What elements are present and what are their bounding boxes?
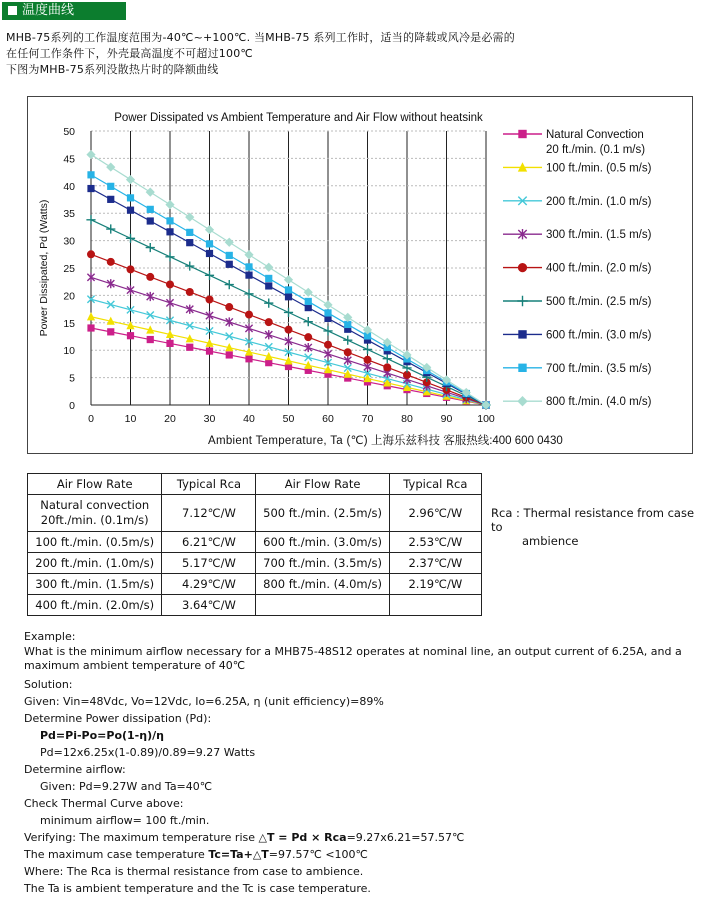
data-point <box>127 194 134 201</box>
table-cell: 200 ft./min. (1.0m/s) <box>28 553 162 574</box>
data-point <box>147 336 154 343</box>
case-temp-text: The maximum case temperature <box>24 848 209 861</box>
table-cell: 5.17℃/W <box>162 553 256 574</box>
table-row <box>28 595 482 616</box>
table-cell: 2.96℃/W <box>389 495 481 532</box>
data-point <box>324 341 332 349</box>
data-point <box>186 288 194 296</box>
data-point <box>127 285 134 294</box>
data-point <box>206 240 213 247</box>
data-point <box>284 308 293 317</box>
table-cell: 7.12℃/W <box>162 495 256 532</box>
verify-text: Verifying: The maximum temperature rise <box>24 831 259 844</box>
data-point <box>127 207 134 214</box>
min-airflow-line: minimum airflow= 100 ft./min. <box>40 814 210 827</box>
data-point <box>518 330 526 338</box>
data-point <box>147 292 154 301</box>
data-point <box>165 200 174 209</box>
legend-label: 700 ft./min. (3.5 m/s) <box>546 362 652 375</box>
x-tick-label: 50 <box>282 413 295 425</box>
data-point <box>226 261 233 268</box>
x-tick-label: 60 <box>322 413 334 425</box>
data-point <box>185 261 194 270</box>
data-point <box>166 228 173 235</box>
derating-chart <box>27 96 693 454</box>
data-point <box>186 239 193 246</box>
data-point <box>127 332 134 339</box>
data-point <box>265 359 272 366</box>
y-tick-label: 45 <box>63 153 75 166</box>
data-point <box>343 313 352 322</box>
data-point <box>127 265 135 273</box>
table-row <box>28 574 482 595</box>
verify-result: =9.27x6.21=57.57℃ <box>346 831 465 844</box>
rca-note <box>491 506 701 548</box>
table-cell: 2.53℃/W <box>389 532 481 553</box>
data-point <box>147 206 154 213</box>
legend-label: 200 ft./min. (1.0 m/s) <box>546 195 652 208</box>
determine-power-line: Determine Power dissipation (Pd): <box>24 712 212 725</box>
data-point <box>166 217 173 224</box>
data-point <box>518 263 527 272</box>
data-point <box>186 229 193 236</box>
formula-text: Pd=Pi-Po=Po(1-η)/η <box>40 729 164 742</box>
data-point <box>146 243 155 252</box>
data-point <box>323 326 332 335</box>
square-bullet-icon <box>8 6 17 15</box>
data-point <box>87 250 95 258</box>
data-point <box>186 322 193 329</box>
table-cell: 3.64℃/W <box>162 595 256 616</box>
data-point <box>245 311 253 319</box>
x-tick-label: 40 <box>243 413 255 425</box>
intro-line: MHB-75系列的工作温度范围为-40℃~+100℃. 当MHB-75 系列工作时，适当的降载或风冷是必需的 <box>6 31 515 44</box>
data-point <box>107 183 114 190</box>
data-point <box>87 185 94 192</box>
table-cell: 6.21℃/W <box>162 532 256 553</box>
data-point <box>265 330 272 339</box>
data-point <box>166 340 173 347</box>
data-point <box>226 317 233 326</box>
case-temp-line <box>24 846 699 863</box>
data-point <box>363 345 372 354</box>
data-point <box>87 324 94 331</box>
chart-title: Power Dissipated vs Ambient Temperature and Air Flow without heatsink <box>114 112 483 124</box>
legend-label: 600 ft./min. (3.0 m/s) <box>546 329 652 342</box>
table-header-row <box>28 474 482 495</box>
data-point <box>518 130 526 138</box>
data-point <box>205 271 214 280</box>
data-point <box>245 272 252 279</box>
x-tick-label: 100 <box>477 413 495 425</box>
data-point <box>305 354 312 361</box>
data-point <box>244 250 253 259</box>
legend-label: 100 ft./min. (0.5 m/s) <box>546 162 652 175</box>
data-point <box>305 304 312 311</box>
data-point <box>304 333 312 341</box>
case-temp-result: =97.57℃ <100℃ <box>268 848 368 861</box>
case-temp-formula: Tc=Ta+△T <box>208 848 269 861</box>
data-point <box>206 348 213 355</box>
table-cell <box>28 495 162 532</box>
intro-line: 下图为MHB-75系列没散热片时的降额曲线 <box>6 63 219 76</box>
rca-note-line: Rca : Thermal resistance from case to <box>491 506 695 534</box>
data-point <box>343 336 352 345</box>
data-point <box>166 280 174 288</box>
table-cell: 800 ft./min. (4.0m/s) <box>256 574 389 595</box>
x-tick-label: 90 <box>440 413 453 425</box>
data-point <box>166 298 173 307</box>
ta-tc-line: The Ta is ambient temperature and the Tc is case temperature. <box>24 882 371 895</box>
table-header: Air Flow Rate <box>256 474 389 495</box>
table-cell: 300 ft./min. (1.5m/s) <box>28 574 162 595</box>
data-point <box>324 309 331 316</box>
table-cell: 2.37℃/W <box>389 553 481 574</box>
data-point <box>344 348 352 356</box>
example-heading: Example: <box>24 630 76 643</box>
formula-line <box>24 727 699 744</box>
data-point <box>264 299 273 308</box>
x-tick-label: 80 <box>401 413 413 425</box>
data-point <box>364 356 372 364</box>
data-point <box>86 150 95 159</box>
chart-watermark: 上海乐兹科技 客服热线:400 600 0430 <box>371 435 563 447</box>
y-tick-label: 15 <box>63 317 75 330</box>
data-point <box>323 300 332 309</box>
data-point <box>107 258 115 266</box>
calc-line: Pd=12x6.25x(1-0.89)/0.89=9.27 Watts <box>40 746 256 759</box>
where-line: Where: The Rca is thermal resistance from case to ambience. <box>24 865 364 878</box>
data-point <box>165 252 174 261</box>
table-cell <box>389 595 481 616</box>
data-point <box>285 326 293 334</box>
data-point <box>265 282 272 289</box>
data-point <box>226 351 233 358</box>
data-point <box>284 275 293 284</box>
verify-formula: △T = Pd × Rca <box>258 831 347 844</box>
table-row <box>28 532 482 553</box>
data-point <box>245 324 252 333</box>
data-point <box>126 175 135 184</box>
data-point <box>517 296 527 306</box>
table-header: Air Flow Rate <box>28 474 162 495</box>
y-tick-label: 40 <box>63 180 75 193</box>
data-point <box>265 343 272 350</box>
data-point <box>226 333 233 340</box>
data-point <box>87 171 94 178</box>
data-point <box>86 215 95 224</box>
data-point <box>206 250 213 257</box>
verify-line <box>24 829 699 846</box>
x-tick-label: 0 <box>88 413 94 425</box>
data-point <box>186 344 193 351</box>
data-point <box>87 273 94 282</box>
table-cell <box>256 595 389 616</box>
data-point <box>107 301 114 308</box>
data-point <box>206 296 214 304</box>
given-airflow-line: Given: Pd=9.27W and Ta=40℃ <box>40 780 213 793</box>
determine-airflow-line: Determine airflow: <box>24 763 126 776</box>
data-point <box>245 355 252 362</box>
data-point <box>107 196 114 203</box>
data-point <box>226 252 233 259</box>
data-point <box>518 364 526 372</box>
data-point <box>186 305 193 314</box>
section-title: 温度曲线 <box>22 3 75 18</box>
data-point <box>264 263 273 272</box>
section-header <box>2 2 126 20</box>
data-point <box>106 224 115 233</box>
legend-label: 20 ft./min. (0.1 m/s) <box>546 144 646 156</box>
x-tick-label: 30 <box>203 413 216 425</box>
x-tick-label: 10 <box>124 413 137 425</box>
table-cell: 4.29℃/W <box>162 574 256 595</box>
y-axis-label: Power Dissipated, Pd (Watts) <box>38 199 50 337</box>
table-cell: 500 ft./min. (2.5m/s) <box>256 495 389 532</box>
data-point <box>265 275 272 282</box>
data-point <box>305 343 312 352</box>
data-point <box>185 213 194 222</box>
legend-label: 400 ft./min. (2.0 m/s) <box>546 262 652 275</box>
data-point <box>324 349 331 358</box>
data-point <box>285 286 292 293</box>
data-point <box>344 356 351 365</box>
data-point <box>107 279 114 288</box>
table-header: Typical Rca <box>389 474 481 495</box>
intro-line: 在任何工作条件下，外壳最高温度不可超过100℃ <box>6 47 253 60</box>
legend-label: Natural Convection <box>546 129 644 141</box>
data-point <box>146 273 154 281</box>
y-tick-label: 20 <box>63 290 75 303</box>
table-header: Typical Rca <box>162 474 256 495</box>
table-cell: 600 ft./min. (3.0m/s) <box>256 532 389 553</box>
x-axis-label: Ambient Temperature, Ta (℃) <box>208 435 368 447</box>
data-point <box>304 317 313 326</box>
x-tick-label: 20 <box>164 413 176 425</box>
given-line: Given: Vin=48Vdc, Vo=12Vdc, Io=6.25A, η (unit efficiency)=89% <box>24 695 384 708</box>
legend-label: 800 ft./min. (4.0 m/s) <box>546 396 652 409</box>
table-cell-line: Natural convection <box>40 498 150 512</box>
data-point <box>265 318 273 326</box>
data-point <box>147 217 154 224</box>
check-curve-line: Check Thermal Curve above: <box>24 797 184 810</box>
table-cell: 2.19℃/W <box>389 574 481 595</box>
data-point <box>517 396 527 406</box>
data-point <box>126 234 135 243</box>
y-tick-label: 10 <box>63 345 75 358</box>
chart-canvas <box>28 97 692 453</box>
data-point <box>245 263 252 270</box>
y-tick-label: 30 <box>63 235 75 248</box>
data-point <box>225 303 233 311</box>
data-point <box>146 188 155 197</box>
table-cell: 100 ft./min. (0.5m/s) <box>28 532 162 553</box>
example-section <box>24 628 699 897</box>
rca-note-line: ambience <box>522 534 579 548</box>
y-tick-label: 5 <box>69 372 75 385</box>
table-row <box>28 495 482 532</box>
table-cell: 400 ft./min. (2.0m/s) <box>28 595 162 616</box>
example-question: What is the minimum airflow necessary for a MHB75-48S12 operates at nominal line, an output current of 6.25A, and a maximum ambient temperature of 40℃ <box>24 645 682 672</box>
data-point <box>383 363 391 371</box>
y-tick-label: 25 <box>63 263 75 275</box>
data-point <box>285 293 292 300</box>
data-point <box>107 328 114 335</box>
legend-label: 300 ft./min. (1.5 m/s) <box>546 229 652 242</box>
data-point <box>225 238 234 247</box>
data-point <box>285 337 292 346</box>
legend-label: 500 ft./min. (2.5 m/s) <box>546 296 652 308</box>
data-point <box>206 311 213 320</box>
table-cell: 700 ft./min. (3.5m/s) <box>256 553 389 574</box>
intro-text <box>6 30 515 78</box>
y-tick-label: 50 <box>63 126 75 138</box>
solution-heading: Solution: <box>24 678 73 691</box>
data-point <box>305 298 312 305</box>
y-tick-label: 35 <box>63 208 75 221</box>
data-point <box>205 225 214 234</box>
rca-table <box>27 473 482 616</box>
data-point <box>147 312 154 319</box>
y-tick-label: 0 <box>69 400 75 412</box>
data-point <box>225 280 234 289</box>
data-point <box>244 289 253 298</box>
table-row <box>28 553 482 574</box>
table-cell-line: 20ft./min. (0.1m/s) <box>40 513 149 527</box>
data-point <box>106 162 115 171</box>
data-point <box>87 312 95 320</box>
data-point <box>383 354 392 363</box>
x-tick-label: 70 <box>361 413 374 425</box>
